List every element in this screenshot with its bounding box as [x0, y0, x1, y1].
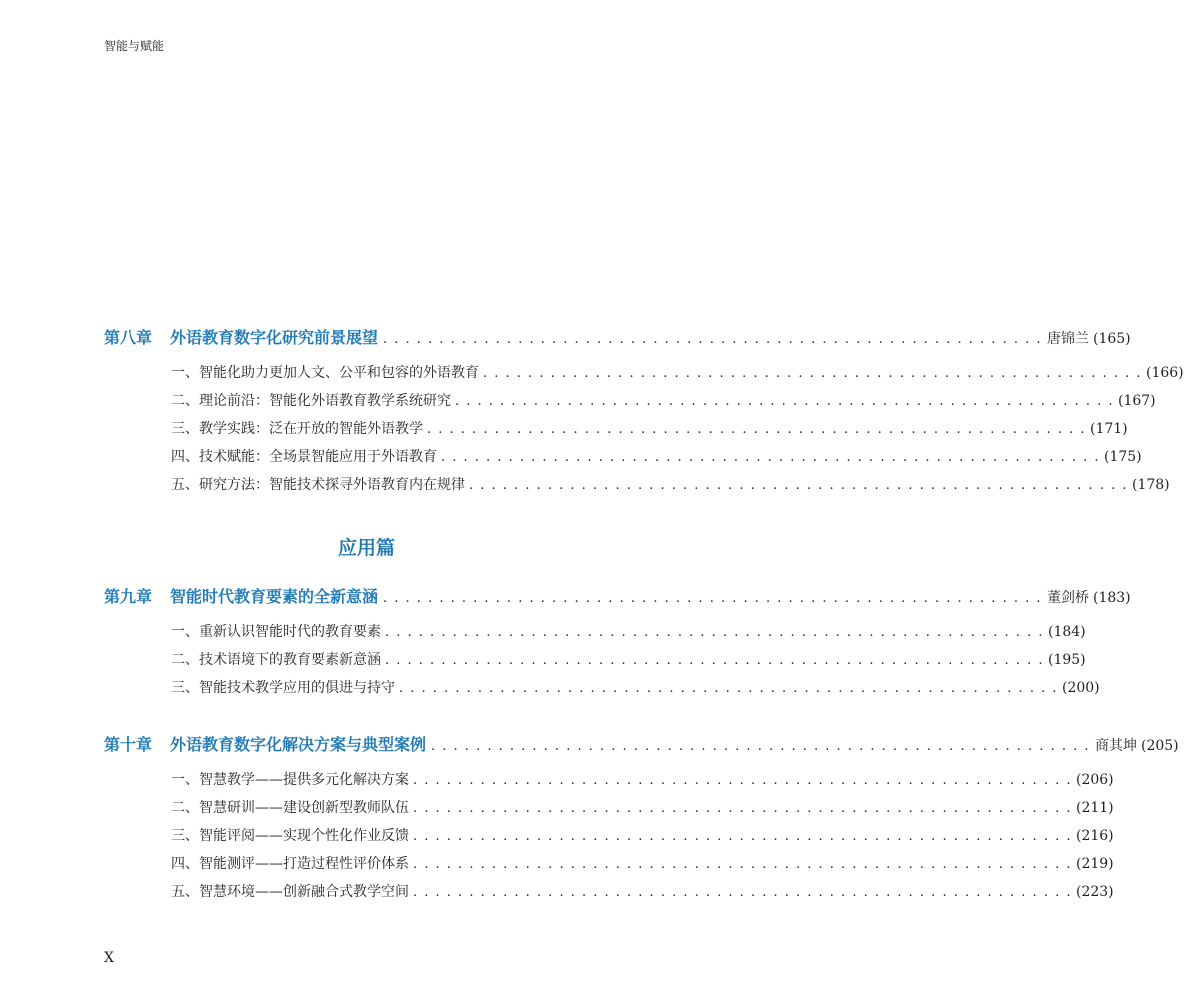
entry-page-number: (167) — [1117, 393, 1156, 409]
entry-page-number: (223) — [1075, 884, 1114, 900]
entry-page-number: (175) — [1103, 449, 1142, 465]
toc-entry[interactable] — [171, 363, 1184, 384]
entry-page-number: (216) — [1075, 828, 1114, 844]
toc-entry[interactable] — [171, 854, 1114, 875]
chapter-author: 商其坤 — [1095, 738, 1137, 754]
toc-entry[interactable] — [171, 882, 1114, 903]
entry-title: 二、智慧研训——建设创新型教师队伍 — [171, 800, 409, 816]
dot-leader: . . . . . . . . . . . . . . . . . . . . . . . . . . . . . . . . . . . . . . . . . . . . . . . . . . . . . . . . . . . — [441, 450, 1100, 465]
dot-leader: . . . . . . . . . . . . . . . . . . . . . . . . . . . . . . . . . . . . . . . . . . . . . . . . . . . . . . . . . . . — [455, 394, 1114, 409]
chapter-heading-9[interactable] — [104, 586, 1131, 610]
chapter-number: 第八章 — [104, 328, 153, 347]
chapter-number: 第十章 — [104, 735, 153, 754]
chapter-page-number: (165) — [1093, 331, 1131, 347]
dot-leader: . . . . . . . . . . . . . . . . . . . . . . . . . . . . . . . . . . . . . . . . . . . . . . . . . . . . . . . . . . . — [413, 857, 1072, 872]
running-head: 智能与赋能 — [104, 39, 165, 53]
entry-page-number: (166) — [1145, 365, 1184, 381]
toc-entry[interactable] — [171, 798, 1114, 819]
entry-page-number: (219) — [1075, 856, 1114, 872]
entry-title: 五、智慧环境——创新融合式教学空间 — [171, 884, 409, 900]
entry-page-number: (178) — [1131, 477, 1170, 493]
dot-leader: . . . . . . . . . . . . . . . . . . . . . . . . . . . . . . . . . . . . . . . . . . . . . . . . . . . . . . . . . . . — [431, 739, 1090, 754]
toc-entry[interactable] — [171, 678, 1100, 699]
chapter-author: 唐锦兰 — [1047, 331, 1089, 347]
entry-page-number: (211) — [1075, 800, 1114, 816]
toc-entry[interactable] — [171, 770, 1114, 791]
entry-title: 三、智能评阅——实现个性化作业反馈 — [171, 828, 409, 844]
toc-entry[interactable] — [171, 826, 1114, 847]
chapter-number: 第九章 — [104, 587, 153, 606]
toc-entry[interactable] — [171, 622, 1086, 643]
entry-page-number: (206) — [1075, 772, 1114, 788]
chapter-page-number: (205) — [1141, 738, 1179, 754]
dot-leader: . . . . . . . . . . . . . . . . . . . . . . . . . . . . . . . . . . . . . . . . . . . . . . . . . . . . . . . . . . . — [413, 773, 1072, 788]
toc-entry[interactable] — [171, 419, 1128, 440]
entry-title: 二、技术语境下的教育要素新意涵 — [171, 652, 381, 668]
chapter-title: 外语教育数字化解决方案与典型案例 — [170, 735, 427, 754]
dot-leader: . . . . . . . . . . . . . . . . . . . . . . . . . . . . . . . . . . . . . . . . . . . . . . . . . . . . . . . . . . . — [385, 653, 1044, 668]
entry-title: 四、技术赋能：全场景智能应用于外语教育 — [171, 449, 437, 465]
folio-page-number: X — [104, 950, 114, 966]
chapter-title: 智能时代教育要素的全新意涵 — [170, 587, 379, 606]
entry-page-number: (184) — [1047, 624, 1086, 640]
dot-leader: . . . . . . . . . . . . . . . . . . . . . . . . . . . . . . . . . . . . . . . . . . . . . . . . . . . . . . . . . . . — [413, 801, 1072, 816]
chapter-title: 外语教育数字化研究前景展望 — [170, 328, 379, 347]
entry-title: 五、研究方法：智能技术探寻外语教育内在规律 — [171, 477, 465, 493]
entry-page-number: (195) — [1047, 652, 1086, 668]
chapter-heading-10[interactable] — [104, 734, 1179, 758]
dot-leader: . . . . . . . . . . . . . . . . . . . . . . . . . . . . . . . . . . . . . . . . . . . . . . . . . . . . . . . . . . . — [383, 591, 1042, 606]
dot-leader: . . . . . . . . . . . . . . . . . . . . . . . . . . . . . . . . . . . . . . . . . . . . . . . . . . . . . . . . . . . — [383, 332, 1042, 347]
entry-title: 一、重新认识智能时代的教育要素 — [171, 624, 381, 640]
dot-leader: . . . . . . . . . . . . . . . . . . . . . . . . . . . . . . . . . . . . . . . . . . . . . . . . . . . . . . . . . . . — [469, 478, 1128, 493]
chapter-author: 董剑桥 — [1047, 590, 1089, 606]
entry-title: 三、智能技术教学应用的俱进与持守 — [171, 680, 395, 696]
chapter-heading-8[interactable] — [104, 327, 1131, 351]
toc-entry[interactable] — [171, 475, 1170, 496]
chapter-page-number: (183) — [1093, 590, 1131, 606]
entry-page-number: (200) — [1061, 680, 1100, 696]
dot-leader: . . . . . . . . . . . . . . . . . . . . . . . . . . . . . . . . . . . . . . . . . . . . . . . . . . . . . . . . . . . — [399, 681, 1058, 696]
dot-leader: . . . . . . . . . . . . . . . . . . . . . . . . . . . . . . . . . . . . . . . . . . . . . . . . . . . . . . . . . . . — [385, 625, 1044, 640]
toc-entry[interactable] — [171, 447, 1142, 468]
dot-leader: . . . . . . . . . . . . . . . . . . . . . . . . . . . . . . . . . . . . . . . . . . . . . . . . . . . . . . . . . . . — [427, 422, 1086, 437]
toc-entry[interactable] — [171, 391, 1156, 412]
dot-leader: . . . . . . . . . . . . . . . . . . . . . . . . . . . . . . . . . . . . . . . . . . . . . . . . . . . . . . . . . . . — [483, 366, 1142, 381]
part-title: 应用篇 — [337, 537, 395, 559]
entry-title: 一、智慧教学——提供多元化解决方案 — [171, 772, 409, 788]
toc-entry[interactable] — [171, 650, 1086, 671]
entry-title: 一、智能化助力更加人文、公平和包容的外语教育 — [171, 365, 479, 381]
dot-leader: . . . . . . . . . . . . . . . . . . . . . . . . . . . . . . . . . . . . . . . . . . . . . . . . . . . . . . . . . . . — [413, 885, 1072, 900]
entry-page-number: (171) — [1089, 421, 1128, 437]
entry-title: 三、教学实践：泛在开放的智能外语教学 — [171, 421, 423, 437]
entry-title: 二、理论前沿：智能化外语教育教学系统研究 — [171, 393, 451, 409]
entry-title: 四、智能测评——打造过程性评价体系 — [171, 856, 409, 872]
dot-leader: . . . . . . . . . . . . . . . . . . . . . . . . . . . . . . . . . . . . . . . . . . . . . . . . . . . . . . . . . . . — [413, 829, 1072, 844]
